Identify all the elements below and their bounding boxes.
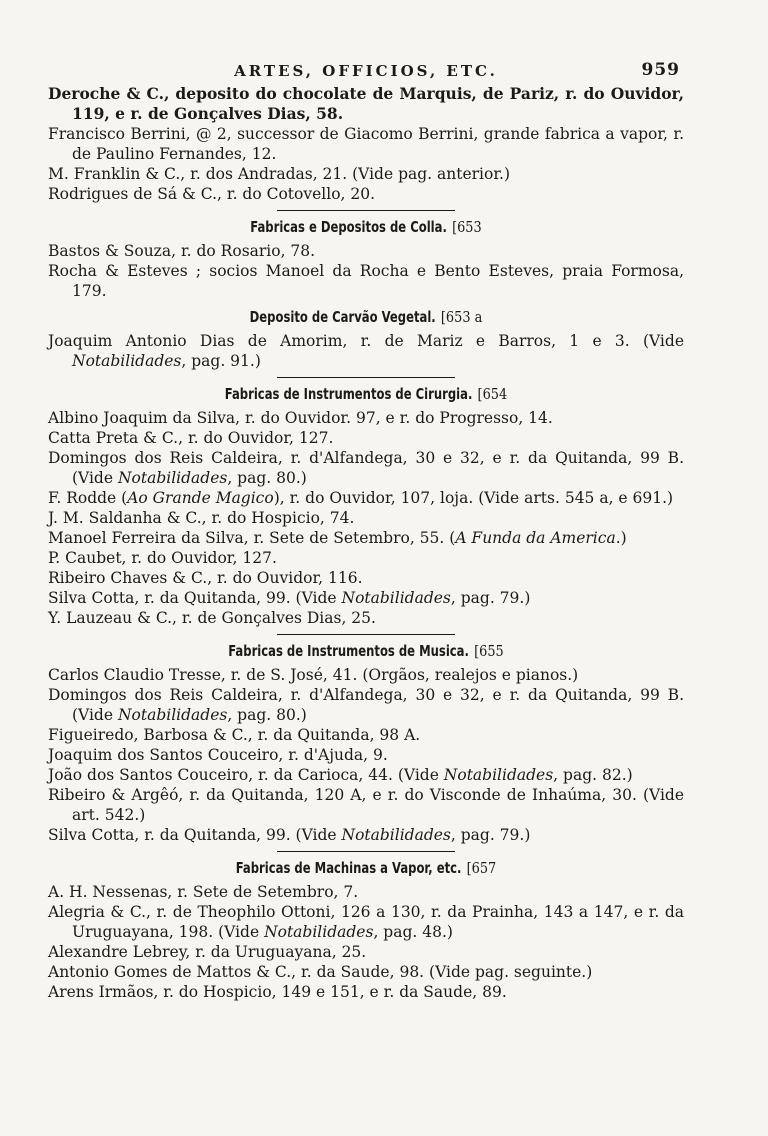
list-item: Joaquim dos Santos Couceiro, r. d'Ajuda, 9.	[48, 746, 388, 764]
section-divider	[277, 851, 455, 852]
list-item: Alegria & C., r. de Theophilo Ottoni, 126 a 130, r. da Prainha, 143 a 147, e r. da Uruguayana, 198. (Vide Notabilidades, pag. 48.)	[48, 903, 684, 941]
section-divider	[277, 210, 455, 211]
list-item: Domingos dos Reis Caldeira, r. d'Alfandega, 30 e 32, e r. da Quitanda, 99 B. (Vide Notabilidades, pag. 80.)	[48, 449, 684, 487]
running-title: ARTES, OFFICIOS, ETC.	[234, 62, 498, 80]
section-title-text: Fabricas de Instrumentos de Cirurgia.	[224, 385, 473, 403]
page-header	[48, 58, 684, 84]
list-item: Silva Cotta, r. da Quitanda, 99. (Vide Notabilidades, pag. 79.)	[48, 589, 531, 607]
section-heading	[93, 858, 640, 878]
section-divider	[277, 634, 455, 635]
list-item: Ribeiro Chaves & C., r. do Ouvidor, 116.	[48, 569, 363, 587]
section-cirurgia	[48, 384, 684, 628]
list-item: F. Rodde (Ao Grande Magico), r. do Ouvidor, 107, loja. (Vide arts. 545 a, e 691.)	[48, 489, 674, 507]
list-item: Figueiredo, Barbosa & C., r. da Quitanda, 98 A.	[48, 726, 421, 744]
list-item: Joaquim Antonio Dias de Amorim, r. de Mariz e Barros, 1 e 3. (Vide Notabilidades, pag. 91.)	[48, 332, 684, 370]
list-item: Y. Lauzeau & C., r. de Gonçalves Dias, 25.	[48, 609, 376, 627]
section-heading	[93, 641, 640, 661]
list-item: Albino Joaquim da Silva, r. do Ouvidor. 97, e r. do Progresso, 14.	[48, 409, 553, 427]
list-item: Carlos Claudio Tresse, r. de S. José, 41. (Orgãos, realejos e pianos.)	[48, 666, 579, 684]
top-entries	[48, 84, 684, 204]
list-item: Manoel Ferreira da Silva, r. Sete de Setembro, 55. (A Funda da America.)	[48, 529, 627, 547]
section-divider	[277, 377, 455, 378]
section-carvao	[48, 307, 684, 371]
section-title-text: Fabricas de Machinas a Vapor, etc.	[235, 859, 462, 877]
section-heading	[93, 217, 640, 237]
page-number: 959	[641, 60, 680, 80]
section-title-text: Fabricas e Depositos de Colla.	[250, 218, 447, 236]
section-heading	[93, 307, 640, 327]
section-title-text: Deposito de Carvão Vegetal.	[249, 308, 436, 326]
section-heading	[93, 384, 640, 404]
list-item: Bastos & Souza, r. do Rosario, 78.	[48, 242, 316, 260]
list-item: Arens Irmãos, r. do Hospicio, 149 e 151, e r. da Saude, 89.	[48, 983, 507, 1001]
list-item: Francisco Berrini, @ 2, successor de Giacomo Berrini, grande fabrica a vapor, r. de Paulino Fernandes, 12.	[48, 125, 684, 163]
list-item: Rocha & Esteves ; socios Manoel da Rocha e Bento Esteves, praia Formosa, 179.	[48, 262, 684, 300]
list-item: J. M. Saldanha & C., r. do Hospicio, 74.	[48, 509, 355, 527]
section-code: [657	[466, 859, 497, 877]
list-item: Ribeiro & Argêó, r. da Quitanda, 120 A, e r. do Visconde de Inhaúma, 30. (Vide art. 542.)	[48, 786, 684, 824]
document-page	[48, 58, 684, 1002]
list-item: M. Franklin & C., r. dos Andradas, 21. (Vide pag. anterior.)	[48, 165, 511, 183]
section-machinas	[48, 858, 684, 1002]
list-item: Catta Preta & C., r. do Ouvidor, 127.	[48, 429, 334, 447]
list-item: Deroche & C., deposito do chocolate de Marquis, de Pariz, r. do Ouvidor, 119, e r. de Gonçalves Dias, 58.	[48, 84, 684, 123]
section-title-text: Fabricas de Instrumentos de Musica.	[228, 642, 469, 660]
section-code: [655	[474, 642, 504, 660]
list-item: Alexandre Lebrey, r. da Uruguayana, 25.	[48, 943, 367, 961]
list-item: Domingos dos Reis Caldeira, r. d'Alfandega, 30 e 32, e r. da Quitanda, 99 B. (Vide Notabilidades, pag. 80.)	[48, 686, 684, 724]
section-code: [653	[452, 218, 482, 236]
list-item: P. Caubet, r. do Ouvidor, 127.	[48, 549, 277, 567]
list-item: João dos Santos Couceiro, r. da Carioca, 44. (Vide Notabilidades, pag. 82.)	[48, 766, 633, 784]
section-code: [654	[477, 385, 508, 403]
section-colla	[48, 217, 684, 301]
section-code: [653 a	[440, 308, 483, 326]
list-item: A. H. Nessenas, r. Sete de Setembro, 7.	[48, 883, 359, 901]
list-item: Antonio Gomes de Mattos & C., r. da Saude, 98. (Vide pag. seguinte.)	[48, 963, 593, 981]
section-musica	[48, 641, 684, 845]
list-item: Silva Cotta, r. da Quitanda, 99. (Vide Notabilidades, pag. 79.)	[48, 826, 531, 844]
list-item: Rodrigues de Sá & C., r. do Cotovello, 20.	[48, 185, 376, 203]
